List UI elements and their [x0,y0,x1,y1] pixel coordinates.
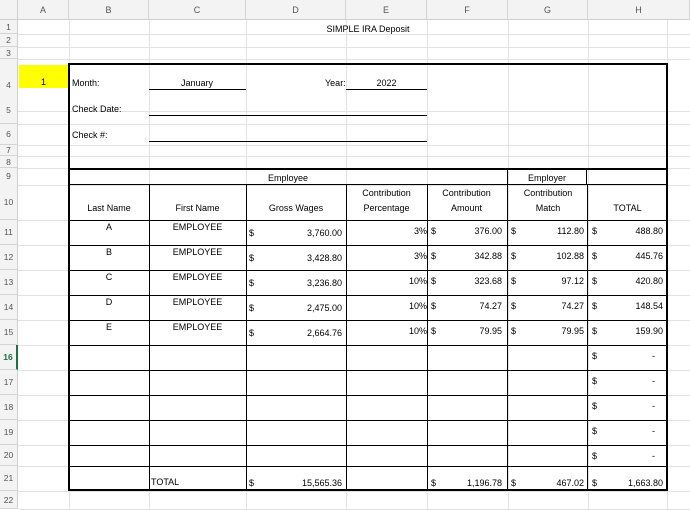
empty-total-currency: $ [592,376,598,386]
row-header-12[interactable]: 12 [0,245,18,270]
match-currency[interactable]: $ [511,326,517,336]
gross-wages-cell[interactable]: 3,760.00 [306,228,342,238]
contribution-percentage-cell[interactable]: 3% [413,226,427,236]
table-border [68,395,668,396]
row-header-1[interactable]: 1 [0,20,18,34]
contribution-amount-cell[interactable]: 74.27 [479,301,502,311]
table-border [666,63,668,491]
table-border [68,445,668,446]
last-name-cell[interactable]: A [105,222,112,232]
table-border [346,89,427,90]
month-label[interactable]: Month: [72,78,100,88]
amount-currency[interactable]: $ [431,276,437,286]
row-header-11[interactable]: 11 [0,220,18,245]
gridline-vertical [508,20,509,509]
gross-wages-cell[interactable]: 3,236.80 [306,278,342,288]
match-currency[interactable]: $ [511,276,517,286]
total-currency[interactable]: $ [592,276,598,286]
contribution-amount-cell[interactable]: 342.88 [474,251,502,261]
totals-match[interactable]: 467.02 [556,478,584,488]
column-header-3[interactable]: C [149,0,246,20]
table-border [149,89,246,90]
contribution-percentage-cell[interactable]: 10% [408,301,427,311]
row-header-13[interactable]: 13 [0,270,18,295]
row-header-6[interactable]: 6 [0,124,18,145]
gross-wages-cell[interactable]: 3,428.80 [306,253,342,263]
empty-total-cell[interactable]: - [652,376,655,386]
table-border [149,115,427,116]
empty-total-cell[interactable]: - [652,426,655,436]
empty-total-cell[interactable]: - [652,351,655,361]
wages-currency[interactable]: $ [249,303,255,313]
total-currency[interactable]: $ [592,226,598,236]
row-header-15[interactable]: 15 [0,320,18,345]
empty-total-currency: $ [592,401,598,411]
wages-currency[interactable]: $ [249,253,255,263]
row-header-18[interactable]: 18 [0,395,18,420]
column-header-6[interactable]: F [427,0,508,20]
cell-a4-value[interactable]: 1 [40,77,46,87]
gridline-horizontal [18,156,690,157]
table-border [68,184,668,185]
contribution-match-cell[interactable]: 79.95 [561,326,584,336]
amount-currency[interactable]: $ [431,301,437,311]
gridline-horizontal [18,124,690,125]
totals-label[interactable]: TOTAL [151,477,180,487]
contribution-amount-cell[interactable]: 323.68 [474,276,502,286]
gross-wages-cell[interactable]: 2,664.76 [306,328,342,338]
contribution-match-cell[interactable]: 74.27 [561,301,584,311]
totals-total[interactable]: 1,663.80 [627,478,663,488]
select-all-corner[interactable] [0,0,18,20]
wages-currency[interactable]: $ [249,328,255,338]
column-header-7[interactable]: G [508,0,588,20]
first-name-cell[interactable]: EMPLOYEE [172,322,223,332]
contribution-amount-cell[interactable]: 79.95 [479,326,502,336]
total-currency[interactable]: $ [592,301,598,311]
contribution-percentage-cell[interactable]: 3% [413,251,427,261]
table-border [68,420,668,421]
totals-match-currency: $ [511,478,517,488]
column-header-8[interactable]: H [588,0,690,20]
totals-amount[interactable]: 1,196.78 [466,478,502,488]
header-first-name[interactable]: First Name [175,203,220,213]
table-border [586,169,587,185]
contribution-percentage-cell[interactable]: 10% [408,326,427,336]
row-header-20[interactable]: 20 [0,445,18,466]
empty-total-cell[interactable]: - [652,451,655,461]
column-header-1[interactable]: A [18,0,69,20]
empty-total-currency: $ [592,451,598,461]
total-cell[interactable]: 445.76 [635,251,663,261]
sheet-title[interactable]: SIMPLE IRA Deposit [326,24,410,34]
month-value[interactable]: January [180,78,214,88]
empty-total-currency: $ [592,351,598,361]
row-header-16[interactable]: 16 [0,345,18,370]
contribution-match-cell[interactable]: 102.88 [556,251,584,261]
header-total[interactable]: TOTAL [613,203,642,213]
column-header-2[interactable]: B [69,0,149,20]
table-border [68,295,668,296]
amount-currency[interactable]: $ [431,226,437,236]
contribution-amount-cell[interactable]: 376.00 [474,226,502,236]
year-value[interactable]: 2022 [376,78,397,88]
row-header-17[interactable]: 17 [0,370,18,395]
header-contribution-amount-line1[interactable]: Contribution [442,188,491,198]
total-cell[interactable]: 488.80 [635,226,663,236]
total-cell[interactable]: 159.90 [635,326,663,336]
table-border [68,320,668,321]
totals-total-currency: $ [592,478,598,488]
amount-currency[interactable]: $ [431,326,437,336]
gridline-horizontal [18,59,690,60]
last-name-cell[interactable]: E [105,322,112,332]
row-header-19[interactable]: 19 [0,420,18,445]
wages-currency[interactable]: $ [249,278,255,288]
totals-amount-currency: $ [431,478,437,488]
year-label[interactable]: Year: [325,78,346,88]
first-name-cell[interactable]: EMPLOYEE [172,297,223,307]
amount-currency[interactable]: $ [431,251,437,261]
first-name-cell[interactable]: EMPLOYEE [172,247,223,257]
table-border [68,168,668,170]
row-header-9[interactable]: 9 [0,168,18,185]
row-header-7[interactable]: 7 [0,145,18,156]
contribution-percentage-cell[interactable]: 10% [408,276,427,286]
gridline-horizontal [18,47,690,48]
gridline-horizontal [18,185,690,186]
total-currency[interactable]: $ [592,251,598,261]
table-border [149,141,427,142]
table-border [68,345,668,346]
gross-wages-cell[interactable]: 2,475.00 [306,303,342,313]
totals-wages[interactable]: 15,565.36 [301,478,342,488]
match-currency[interactable]: $ [511,251,517,261]
column-header-5[interactable]: E [346,0,427,20]
table-border [68,63,668,65]
row-header-5[interactable]: 5 [0,97,18,124]
header-contribution-amount-line2[interactable]: Amount [450,203,483,213]
total-cell[interactable]: 420.80 [635,276,663,286]
header-contribution-percentage-line2[interactable]: Percentage [363,203,410,213]
row-header-8[interactable]: 8 [0,156,18,168]
header-contribution-match-line2[interactable]: Match [535,203,561,213]
first-name-cell[interactable]: EMPLOYEE [172,222,223,232]
gridline-horizontal [18,145,690,146]
row-header-4[interactable]: 4 [0,59,18,111]
row-header-21[interactable]: 21 [0,466,18,491]
last-name-cell[interactable]: B [105,247,112,257]
wages-currency[interactable]: $ [249,228,255,238]
gridline-vertical [588,20,589,509]
table-border [68,370,668,371]
row-header-14[interactable]: 14 [0,295,18,320]
employee-group-header[interactable]: Employee [268,173,309,183]
last-name-cell[interactable]: C [105,272,113,282]
row-header-2[interactable]: 2 [0,34,18,47]
gridline-horizontal [18,34,690,35]
header-gross-wages[interactable]: Gross Wages [268,203,324,213]
table-border [68,489,668,491]
row-header-3[interactable]: 3 [0,47,18,59]
row-header-22[interactable]: 22 [0,491,18,509]
totals-wages-currency: $ [249,478,255,488]
first-name-cell[interactable]: EMPLOYEE [172,272,223,282]
table-border [68,466,668,467]
row-header-10[interactable]: 10 [0,184,18,220]
last-name-cell[interactable]: D [105,297,113,307]
table-border [507,169,508,185]
contribution-match-cell[interactable]: 112.80 [557,226,584,236]
check-number-label[interactable]: Check #: [72,130,108,140]
header-contribution-percentage-line1[interactable]: Contribution [362,188,411,198]
header-last-name[interactable]: Last Name [87,203,131,213]
header-contribution-match-line1[interactable]: Contribution [523,188,573,198]
table-border [68,245,668,246]
match-currency[interactable]: $ [511,226,517,236]
match-currency[interactable]: $ [511,301,517,311]
table-border [68,270,668,271]
column-header-4[interactable]: D [246,0,346,20]
total-cell[interactable]: 148.54 [635,301,663,311]
empty-total-cell[interactable]: - [652,401,655,411]
table-border [68,220,668,221]
table-border [68,63,70,491]
total-currency[interactable]: $ [592,326,598,336]
gridline-horizontal [18,491,690,492]
contribution-match-cell[interactable]: 97.12 [561,276,584,286]
employer-group-header[interactable]: Employer [527,173,566,183]
check-date-label[interactable]: Check Date: [72,104,122,114]
empty-total-currency: $ [592,426,598,436]
